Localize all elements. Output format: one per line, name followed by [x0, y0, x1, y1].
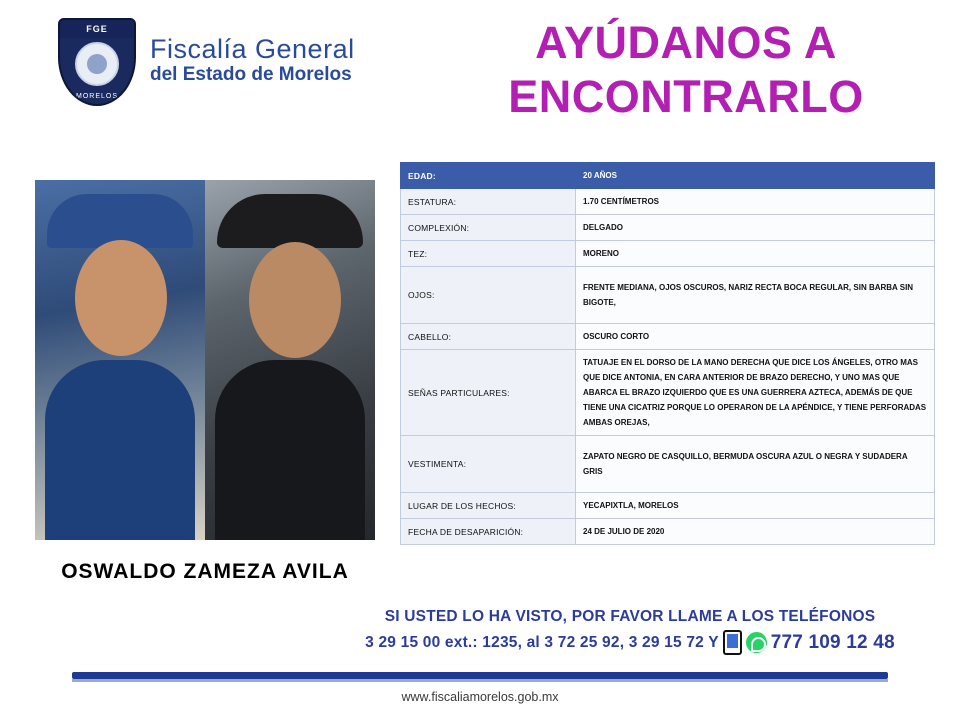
row-label: VESTIMENTA: — [401, 436, 576, 493]
table-row — [401, 519, 935, 545]
row-value: TATUAJE EN EL DORSO DE LA MANO DERECHA QUE DICE LOS ÁNGELES, OTRO MAS QUE DICE ANTONIA, EN CARA ANTERIOR DE BRAZO DERECHO, Y UNO MAS QUE ABARCA EL BRAZO IZQUIERDO QUE ES UNA GUERRERA AZTECA, ADEMÁS DE QUE TIENE UNA CICATRIZ PORQUE LO OPERARON DE LA APÉNDICE, Y TIENE PERFORADAS AMBAS OREJAS, — [576, 350, 935, 436]
logo-text-bottom: MORELOS — [75, 93, 118, 100]
row-label: EDAD: — [401, 163, 576, 189]
row-value: FRENTE MEDIANA, OJOS OSCUROS, NARIZ RECTA BOCA REGULAR, SIN BARBA SIN BIGOTE, — [576, 267, 935, 324]
torso-shape — [215, 360, 365, 540]
row-value: MORENO — [576, 241, 935, 267]
cap-shape — [217, 194, 363, 248]
whatsapp-number[interactable]: 777 109 12 48 — [770, 631, 895, 653]
table-row — [401, 324, 935, 350]
whatsapp-icon — [746, 632, 767, 653]
footer-divider — [72, 672, 888, 679]
row-value: 20 AÑOS — [576, 163, 935, 189]
org-line-1: Fiscalía General — [150, 34, 355, 64]
row-label: OJOS: — [401, 267, 576, 324]
face-shape — [75, 240, 167, 356]
subject-photo-1 — [35, 180, 205, 540]
row-value: 24 DE JULIO DE 2020 — [576, 519, 935, 545]
website-url[interactable]: www.fiscaliamorelos.gob.mx — [401, 690, 559, 704]
logo-text-top: FGE — [60, 20, 134, 38]
torso-shape — [45, 360, 195, 540]
row-value: 1.70 CENTÍMETROS — [576, 189, 935, 215]
contact-line-2: 3 29 15 00 ext.: 1235, al 3 72 25 92, 3 29 15 72 Y — [365, 633, 719, 651]
face-shape — [249, 242, 341, 358]
table-row — [401, 241, 935, 267]
row-label: TEZ: — [401, 241, 576, 267]
table-row — [401, 215, 935, 241]
contact-block — [300, 608, 960, 655]
table-row — [401, 189, 935, 215]
title-line-1: AYÚDANOS A — [535, 17, 837, 68]
photo-gallery — [35, 180, 375, 540]
table-row — [401, 493, 935, 519]
organization-name — [150, 34, 355, 86]
row-label: LUGAR DE LOS HECHOS: — [401, 493, 576, 519]
row-value: DELGADO — [576, 215, 935, 241]
page-title — [426, 16, 946, 124]
table-row — [401, 436, 935, 493]
contact-line-2-wrap — [300, 630, 960, 655]
contact-line-1: SI USTED LO HA VISTO, POR FAVOR LLAME A LOS TELÉFONOS — [384, 608, 876, 625]
row-label: COMPLEXIÓN: — [401, 215, 576, 241]
row-label: CABELLO: — [401, 324, 576, 350]
fge-logo — [58, 18, 138, 108]
page-header — [0, 0, 960, 140]
subject-details-table — [400, 162, 935, 545]
shield-icon — [58, 18, 136, 106]
row-value: YECAPIXTLA, MORELOS — [576, 493, 935, 519]
table-row — [401, 163, 935, 189]
row-label: FECHA DE DESAPARICIÓN: — [401, 519, 576, 545]
shield-emblem-icon — [75, 42, 119, 86]
table-body — [401, 163, 935, 545]
row-value: ZAPATO NEGRO DE CASQUILLO, BERMUDA OSCURA AZUL O NEGRA Y SUDADERA GRIS — [576, 436, 935, 493]
table-row — [401, 350, 935, 436]
row-value: OSCURO CORTO — [576, 324, 935, 350]
mobile-phone-icon — [723, 630, 742, 655]
row-label: SEÑAS PARTICULARES: — [401, 350, 576, 436]
title-line-2: ENCONTRARLO — [508, 71, 864, 122]
subject-photo-2 — [205, 180, 375, 540]
org-line-2: del Estado de Morelos — [150, 64, 352, 85]
table-row — [401, 267, 935, 324]
subject-name: OSWALDO ZAMEZA AVILA — [61, 560, 349, 583]
row-label: ESTATURA: — [401, 189, 576, 215]
